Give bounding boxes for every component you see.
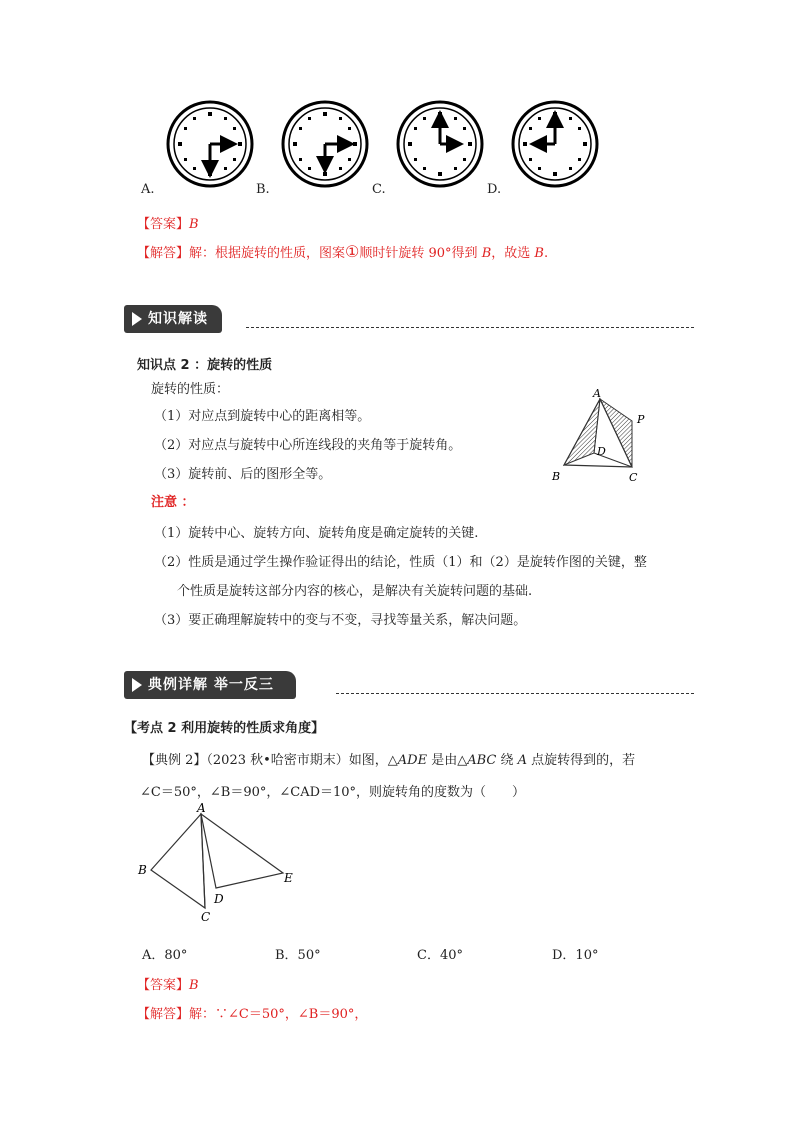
knowledge-heading: 知识点 2 ：旋转的性质	[137, 358, 273, 373]
note-label: 注意 ：	[151, 495, 195, 510]
knowledge-intro: 旋转的性质：	[151, 382, 230, 397]
example-option-a: A．80°	[142, 948, 188, 963]
example-explanation: 【解答】解：∵∠C＝50°，∠B＝90°，	[137, 1007, 368, 1022]
banner-examples: 典例详解 举一反三	[124, 671, 694, 699]
note-2-continued: 个性质是旋转这部分内容的核心，是解决有关旋转问题的基础.	[177, 584, 533, 599]
svg-text:A: A	[593, 387, 601, 400]
knowledge-item-3: （3）旋转前、后的图形全等。	[154, 467, 332, 482]
svg-text:P: P	[637, 413, 645, 426]
q1-option-b: B.	[256, 182, 270, 197]
svg-text:B: B	[552, 470, 561, 483]
svg-text:C: C	[201, 910, 211, 924]
clock-b	[283, 102, 367, 186]
clock-c	[398, 102, 482, 186]
rotation-property-figure	[548, 385, 658, 485]
svg-text:E: E	[284, 871, 293, 885]
svg-text:B: B	[138, 863, 147, 877]
clock-a	[168, 102, 252, 186]
q1-answer: 【答案】B	[137, 217, 199, 232]
svg-text:A: A	[197, 801, 206, 815]
note-2: （2）性质是通过学生操作验证得出的结论，性质（1）和（2）是旋转作图的关键，整	[154, 555, 647, 570]
svg-text:D: D	[597, 445, 606, 458]
play-icon	[132, 312, 142, 326]
note-3: （3）要正确理解旋转中的变与不变，寻找等量关系，解决问题。	[154, 613, 527, 628]
example-line-1: 【典例 2】（2023 秋•哈密市期末）如图，△ADE 是由△ABC 绕 A 点旋转得到的，若	[142, 753, 636, 768]
q1-option-d: D.	[487, 182, 502, 197]
banner-knowledge: 知识解读	[124, 305, 694, 333]
svg-text:D: D	[214, 892, 224, 906]
kaodian-heading: 【考点 2 利用旋转的性质求角度】	[124, 721, 325, 736]
example-figure	[130, 800, 310, 925]
clock-d	[513, 102, 597, 186]
clock-options-figure	[160, 97, 610, 192]
q1-option-a: A.	[141, 182, 155, 197]
play-icon	[132, 678, 142, 692]
knowledge-item-2: （2）对应点与旋转中心所连线段的夹角等于旋转角。	[154, 438, 462, 453]
q1-explanation: 【解答】解：根据旋转的性质，图案①顺时针旋转 90°得到 B，故选 B.	[137, 242, 549, 261]
note-1: （1）旋转中心、旋转方向、旋转角度是确定旋转的关键.	[154, 526, 479, 541]
example-option-c: C．40°	[417, 948, 463, 963]
example-option-d: D．10°	[552, 948, 599, 963]
example-option-b: B．50°	[275, 948, 321, 963]
example-answer: 【答案】B	[137, 978, 199, 993]
example-line-2: ∠C＝50°，∠B＝90°，∠CAD＝10°，则旋转角的度数为（ ）	[140, 785, 526, 800]
svg-text:C: C	[629, 471, 638, 484]
knowledge-item-1: （1）对应点到旋转中心的距离相等。	[154, 409, 371, 424]
q1-option-c: C.	[372, 182, 386, 197]
